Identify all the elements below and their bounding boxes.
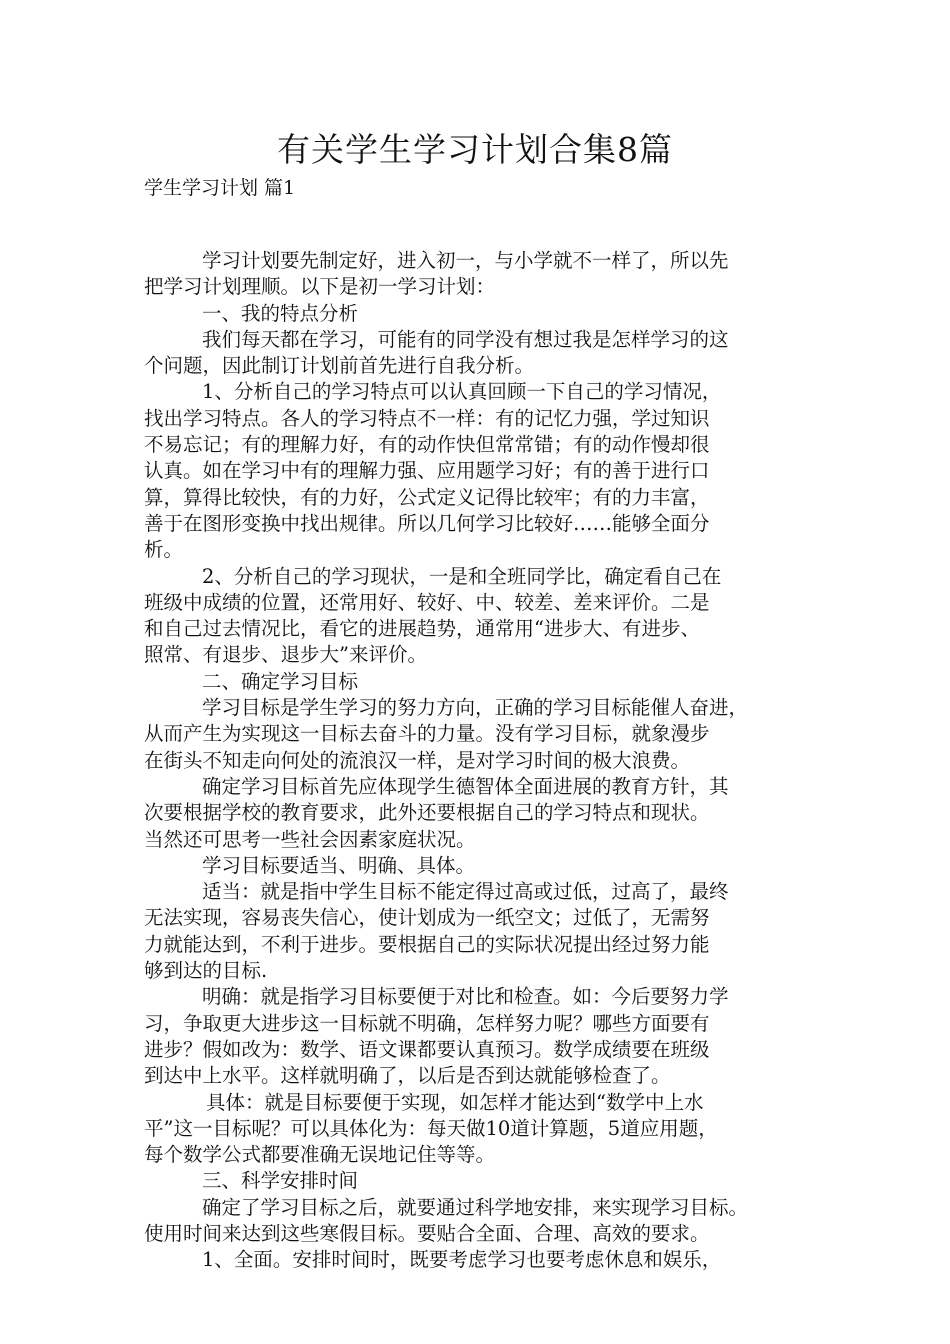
paragraph-line: 1、全面。安排时间时，既要考虑学习也要考虑休息和娱乐， bbox=[202, 1248, 722, 1272]
paragraph-line: 适当：就是指中学生目标不能定得过高或过低，过高了，最终 bbox=[202, 880, 729, 904]
document-title: 有关学生学习计划合集8篇 bbox=[277, 130, 673, 169]
paragraph-line: 善于在图形变换中找出规律。所以几何学习比较好……能够全面分 bbox=[144, 511, 710, 535]
paragraph-line: 进步？假如改为：数学、语文课都要认真预习。数学成绩要在班级 bbox=[144, 1037, 710, 1061]
paragraph-line: 力就能达到，不利于进步。要根据自己的实际状况提出经过努力能 bbox=[144, 932, 710, 956]
paragraph-line: 算，算得比较快，有的力好，公式定义记得比较牢；有的力丰富， bbox=[144, 485, 710, 509]
paragraph-line: 平”这一目标呢？可以具体化为：每天做10道计算题，5道应用题， bbox=[144, 1116, 718, 1140]
paragraph-line: 找出学习特点。各人的学习特点不一样：有的记忆力强，学过知识 bbox=[144, 406, 710, 430]
paragraph-line: 学习目标是学生学习的努力方向，正确的学习目标能催人奋进， bbox=[202, 696, 749, 720]
paragraph-line: 不易忘记；有的理解力好，有的动作快但常常错；有的动作慢却很 bbox=[144, 433, 710, 457]
paragraph-line: 三、科学安排时间 bbox=[202, 1169, 359, 1193]
paragraph-line: 二、确定学习目标 bbox=[202, 669, 359, 693]
paragraph-line: 确定了学习目标之后，就要通过科学地安排，来实现学习目标。 bbox=[202, 1195, 749, 1219]
paragraph-line: 无法实现，容易丧失信心，使计划成为一纸空文；过低了，无需努 bbox=[144, 906, 710, 930]
paragraph-line: 学习计划要先制定好，进入初一，与小学就不一样了，所以先 bbox=[202, 249, 729, 272]
paragraph-line: 班级中成绩的位置，还常用好、较好、中、较差、差来评价。二是 bbox=[144, 590, 710, 614]
paragraph-line: 2、分析自己的学习现状，一是和全班同学比，确定看自己在 bbox=[202, 564, 722, 588]
paragraph-line: 个问题，因此制订计划前首先进行自我分析。 bbox=[144, 354, 535, 378]
paragraph-line: 次要根据学校的教育要求，此外还要根据自己的学习特点和现状。 bbox=[144, 801, 710, 825]
paragraph-line: 一、我的特点分析 bbox=[202, 301, 359, 325]
paragraph-line: 确定学习目标首先应体现学生德智体全面进展的教育方针，其 bbox=[202, 774, 729, 798]
section-heading: 学生学习计划 篇1 bbox=[144, 177, 296, 199]
paragraph-line: 每个数学公式都要准确无误地记住等等。 bbox=[144, 1143, 496, 1167]
paragraph-line: 使用时间来达到这些寒假目标。要贴合全面、合理、高效的要求。 bbox=[144, 1221, 710, 1245]
paragraph-line: 和自己过去情况比，看它的进展趋势，通常用“进步大、有进步、 bbox=[144, 617, 700, 641]
paragraph-line: 1、分析自己的学习特点可以认真回顾一下自己的学习情况， bbox=[202, 380, 722, 404]
paragraph-line: 把学习计划理顺。以下是初一学习计划： bbox=[144, 275, 496, 299]
paragraph-line: 认真。如在学习中有的理解力强、应用题学习好；有的善于进行口 bbox=[144, 459, 710, 483]
paragraph-line: 够到达的目标. bbox=[144, 959, 268, 983]
paragraph-line: 析。 bbox=[144, 538, 184, 562]
paragraph-line: 具体：就是目标要便于实现，如怎样才能达到“数学中上水 bbox=[206, 1090, 704, 1114]
paragraph-line: 在街头不知走向何处的流浪汉一样，是对学习时间的极大浪费。 bbox=[144, 748, 691, 772]
paragraph-line: 习，争取更大进步这一目标就不明确，怎样努力呢？哪些方面要有 bbox=[144, 1011, 710, 1035]
paragraph-line: 明确：就是指学习目标要便于对比和检查。如：今后要努力学 bbox=[202, 985, 729, 1009]
paragraph-line: 从而产生为实现这一目标去奋斗的力量。没有学习目标，就象漫步 bbox=[144, 722, 710, 746]
paragraph-line: 我们每天都在学习，可能有的同学没有想过我是怎样学习的这 bbox=[202, 327, 729, 351]
paragraph-line: 当然还可思考一些社会因素家庭状况。 bbox=[144, 827, 476, 851]
paragraph-line: 照常、有退步、退步大”来评价。 bbox=[144, 643, 427, 667]
paragraph-line: 学习目标要适当、明确、具体。 bbox=[202, 853, 476, 877]
paragraph-line: 到达中上水平。这样就明确了，以后是否到达就能够检查了。 bbox=[144, 1064, 671, 1088]
body-text bbox=[144, 248, 824, 1274]
